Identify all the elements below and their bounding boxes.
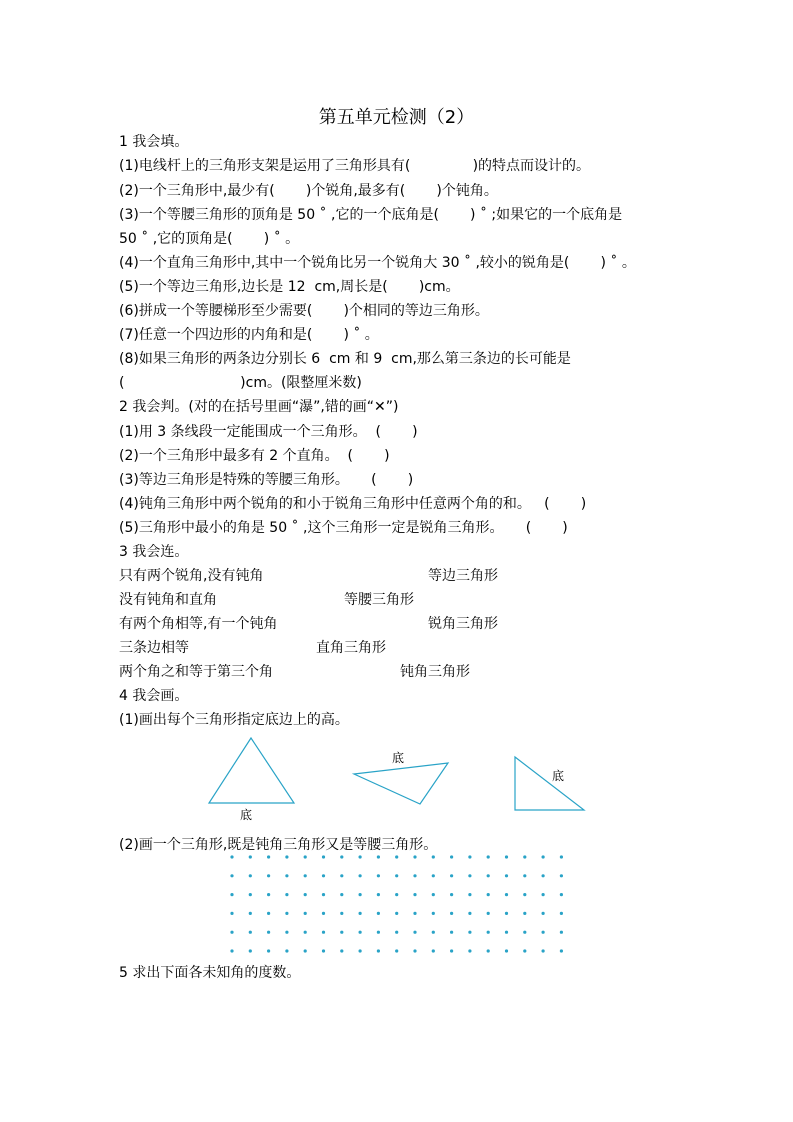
s1-item-8: (8)如果三角形的两条边分别长 6 cm 和 9 cm,那么第三条边的长可能是	[119, 351, 571, 367]
grid-dot	[395, 855, 398, 858]
grid-dot	[322, 931, 325, 934]
grid-dot	[230, 893, 233, 896]
grid-dot	[304, 893, 307, 896]
grid-dot	[285, 874, 288, 877]
grid-dot	[523, 931, 526, 934]
grid-dot	[413, 855, 416, 858]
grid-dot	[377, 931, 380, 934]
grid-dot	[487, 855, 490, 858]
grid-dot	[468, 912, 471, 915]
s1-item-7: (7)任意一个四边形的内角和是( ) ˚ 。	[119, 327, 379, 343]
grid-dot	[285, 949, 288, 952]
s3-right-2: 等腰三角形	[344, 592, 414, 608]
grid-dot	[359, 931, 362, 934]
s2-item-3: (3)等边三角形是特殊的等腰三角形。 ( )	[119, 472, 414, 488]
grid-dot	[359, 855, 362, 858]
s2-item-2: (2)一个三角形中最多有 2 个直角。 ( )	[119, 448, 390, 464]
s2-item-5: (5)三角形中最小的角是 50 ˚ ,这个三角形一定是锐角三角形。 ( )	[119, 520, 568, 536]
triangle-3	[510, 754, 590, 814]
grid-dot	[249, 893, 252, 896]
grid-dot	[542, 912, 545, 915]
grid-dot	[523, 893, 526, 896]
section4-heading: 4 我会画。	[119, 688, 189, 704]
grid-dot	[468, 931, 471, 934]
grid-dot	[304, 949, 307, 952]
grid-dot	[230, 874, 233, 877]
grid-dot	[340, 874, 343, 877]
grid-dot	[304, 855, 307, 858]
grid-dot	[267, 874, 270, 877]
grid-dot	[267, 949, 270, 952]
grid-dot	[450, 855, 453, 858]
s1-item-8-cont: ( )cm。(限整厘米数)	[119, 375, 362, 391]
grid-dot	[267, 912, 270, 915]
section3-heading: 3 我会连。	[119, 544, 189, 560]
grid-dot	[413, 949, 416, 952]
s3-right-1: 等边三角形	[428, 568, 498, 584]
grid-dot	[322, 912, 325, 915]
grid-dot	[413, 893, 416, 896]
grid-dot	[322, 855, 325, 858]
grid-dot	[505, 874, 508, 877]
grid-dot	[249, 949, 252, 952]
grid-dot	[560, 874, 563, 877]
grid-dot	[523, 912, 526, 915]
grid-dot	[359, 912, 362, 915]
grid-dot	[487, 949, 490, 952]
grid-dot	[505, 949, 508, 952]
s3-left-4: 三条边相等	[119, 640, 189, 656]
s3-right-5: 钝角三角形	[400, 664, 470, 680]
grid-dot	[322, 874, 325, 877]
grid-dot	[468, 855, 471, 858]
s1-item-6: (6)拼成一个等腰梯形至少需要( )个相同的等边三角形。	[119, 303, 489, 319]
grid-dot	[267, 893, 270, 896]
grid-dot	[450, 912, 453, 915]
grid-dot	[395, 912, 398, 915]
s3-left-3: 有两个角相等,有一个钝角	[119, 616, 278, 632]
grid-dot	[432, 949, 435, 952]
grid-dot	[468, 874, 471, 877]
s1-item-5: (5)一个等边三角形,边长是 12 cm,周长是( )cm。	[119, 279, 460, 295]
grid-dot	[267, 931, 270, 934]
grid-dot	[487, 874, 490, 877]
s4-q1: (1)画出每个三角形指定底边上的高。	[119, 712, 349, 728]
grid-dot	[377, 893, 380, 896]
grid-dot	[432, 893, 435, 896]
grid-dot	[542, 949, 545, 952]
grid-dot	[560, 912, 563, 915]
grid-dot	[413, 874, 416, 877]
grid-dot	[285, 931, 288, 934]
grid-dot	[523, 949, 526, 952]
grid-dot	[487, 912, 490, 915]
base-label-3: 底	[552, 769, 565, 783]
s1-item-3: (3)一个等腰三角形的顶角是 50 ˚ ,它的一个底角是( ) ˚ ;如果它的一个底角是	[119, 207, 623, 223]
grid-dot	[359, 893, 362, 896]
grid-dot	[450, 874, 453, 877]
section2-heading: 2 我会判。(对的在括号里画“瀑”,错的画“✕”)	[119, 399, 399, 415]
grid-dot	[304, 931, 307, 934]
grid-dot	[377, 855, 380, 858]
grid-dot	[432, 855, 435, 858]
grid-dot	[413, 931, 416, 934]
grid-dot	[560, 949, 563, 952]
s4-q2: (2)画一个三角形,既是钝角三角形又是等腰三角形。	[119, 837, 438, 853]
dot-grid	[229, 854, 569, 954]
grid-dot	[249, 874, 252, 877]
grid-dot	[523, 855, 526, 858]
grid-dot	[432, 912, 435, 915]
grid-dot	[377, 949, 380, 952]
grid-dot	[285, 912, 288, 915]
grid-dot	[340, 893, 343, 896]
page-title: 第五单元检测（2）	[318, 107, 475, 128]
grid-dot	[505, 931, 508, 934]
s3-right-4: 直角三角形	[316, 640, 386, 656]
grid-dot	[377, 874, 380, 877]
s1-item-1: (1)电线杆上的三角形支架是运用了三角形具有( )的特点而设计的。	[119, 158, 591, 174]
grid-dot	[285, 855, 288, 858]
grid-dot	[359, 874, 362, 877]
grid-dot	[230, 931, 233, 934]
grid-dot	[304, 912, 307, 915]
grid-dot	[395, 949, 398, 952]
grid-dot	[230, 912, 233, 915]
grid-dot	[450, 949, 453, 952]
base-label-2: 底	[392, 751, 405, 765]
grid-dot	[542, 931, 545, 934]
grid-dot	[230, 855, 233, 858]
grid-dot	[505, 855, 508, 858]
grid-dot	[560, 893, 563, 896]
grid-dot	[395, 893, 398, 896]
triangle-1	[205, 735, 300, 805]
grid-dot	[505, 912, 508, 915]
s3-right-3: 锐角三角形	[428, 616, 498, 632]
grid-dot	[505, 893, 508, 896]
grid-dot	[542, 893, 545, 896]
grid-dot	[249, 855, 252, 858]
grid-dot	[395, 931, 398, 934]
grid-dot	[468, 893, 471, 896]
s2-item-1: (1)用 3 条线段一定能围成一个三角形。 ( )	[119, 424, 418, 440]
grid-dot	[340, 912, 343, 915]
section1-heading: 1 我会填。	[119, 134, 189, 150]
grid-dot	[468, 949, 471, 952]
grid-dot	[523, 874, 526, 877]
grid-dot	[285, 893, 288, 896]
grid-dot	[230, 949, 233, 952]
grid-dot	[322, 893, 325, 896]
grid-dot	[395, 874, 398, 877]
grid-dot	[304, 874, 307, 877]
grid-dot	[359, 949, 362, 952]
section5-heading: 5 求出下面各未知角的度数。	[119, 965, 301, 981]
grid-dot	[542, 874, 545, 877]
grid-dot	[340, 855, 343, 858]
grid-dot	[340, 949, 343, 952]
grid-dot	[560, 855, 563, 858]
grid-dot	[249, 931, 252, 934]
s3-left-5: 两个角之和等于第三个角	[119, 664, 273, 680]
grid-dot	[267, 855, 270, 858]
grid-dot	[432, 931, 435, 934]
grid-dot	[450, 893, 453, 896]
s1-item-3-cont: 50 ˚ ,它的顶角是( ) ˚ 。	[119, 231, 300, 247]
s1-item-2: (2)一个三角形中,最少有( )个锐角,最多有( )个钝角。	[119, 183, 498, 199]
s1-item-4: (4)一个直角三角形中,其中一个锐角比另一个锐角大 30 ˚ ,较小的锐角是( ) ˚ 。	[119, 255, 636, 271]
grid-dot	[487, 931, 490, 934]
grid-dot	[377, 912, 380, 915]
grid-dot	[340, 931, 343, 934]
grid-dot	[432, 874, 435, 877]
s2-item-4: (4)钝角三角形中两个锐角的和小于锐角三角形中任意两个角的和。 ( )	[119, 496, 587, 512]
grid-dot	[322, 949, 325, 952]
base-label-1: 底	[240, 808, 253, 822]
s3-left-1: 只有两个锐角,没有钝角	[119, 568, 264, 584]
grid-dot	[560, 931, 563, 934]
grid-dot	[487, 893, 490, 896]
grid-dot	[450, 931, 453, 934]
grid-dot	[413, 912, 416, 915]
grid-dot	[249, 912, 252, 915]
grid-dot	[542, 855, 545, 858]
s3-left-2: 没有钝角和直角	[119, 592, 217, 608]
